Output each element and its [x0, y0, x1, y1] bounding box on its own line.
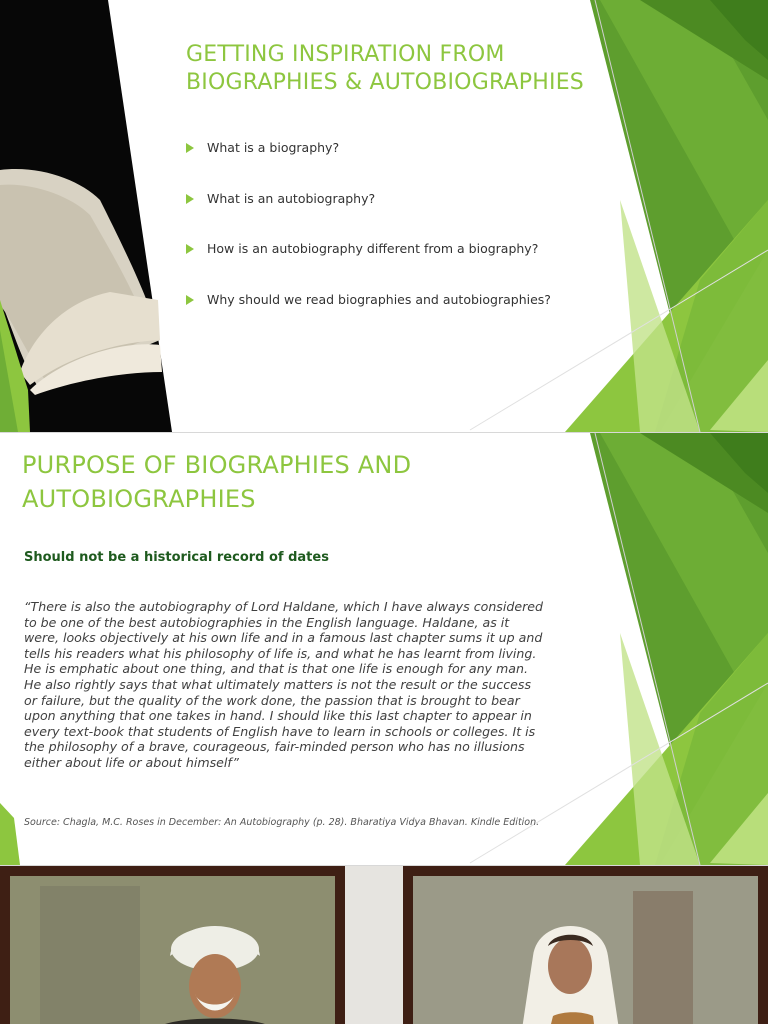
triangle-bullet-icon: [186, 295, 194, 305]
slide1-title: [186, 41, 584, 97]
bullet-text: Why should we read biographies and autobiographies?: [207, 291, 551, 307]
list-item: [186, 191, 551, 242]
framed-portrait-woman-sari: [403, 866, 768, 1024]
triangle-bullet-icon: [186, 244, 194, 254]
portrait-woman-image: [413, 876, 758, 1024]
slide2-title-line2: AUTOBIOGRAPHIES: [22, 485, 256, 513]
triangle-bullet-icon: [186, 143, 194, 153]
bullet-text: How is an autobiography different from a biography?: [207, 241, 539, 256]
list-item: [186, 241, 551, 292]
list-item: [186, 292, 551, 343]
framed-portrait-man-turban: [0, 866, 345, 1024]
portrait-man-image: [10, 876, 335, 1024]
slide1-title-line2: BIOGRAPHIES & AUTOBIOGRAPHIES: [186, 70, 584, 95]
subheading: Should not be a historical record of dates: [24, 550, 329, 565]
slide1-title-line1: GETTING INSPIRATION FROM: [186, 42, 505, 67]
haldane-quote: “There is also the autobiography of Lord Haldane, which I have always considered to be one of the best autobiographies in the English language. Haldane, as it were, looks objectively at his own life and in a famous last chapter sums it up and tells his readers what his philosophy of life is, and what he has learnt from living. He is emphatic about one thing, and that is that one life is enough for any man. He also rightly says that what ultimately matters is not the result or the success or failure, but the quality of the work done, the passion that is brought to bear upon anything that one takes in hand. I should like this last chapter to appear in every text-book that students of English have to learn in schools or colleges. It is the philosophy of a brave, courageous, fair-minded person who has no illusions either about life or about himself”: [24, 599, 544, 770]
slide-getting-inspiration: [0, 0, 768, 432]
bullet-text: What is a biography?: [207, 140, 340, 155]
source-citation: Source: Chagla, M.C. Roses in December: An Autobiography (p. 28). Bharatiya Vidya Bhavan. Kindle Edition.: [24, 817, 540, 828]
slide2-title: [22, 448, 411, 516]
slide2-title-line1: PURPOSE OF BIOGRAPHIES AND: [22, 451, 412, 479]
bullet-text: What is an autobiography?: [207, 190, 376, 206]
slide-purpose: [0, 433, 768, 865]
list-item: [186, 140, 551, 191]
triangle-bullet-icon: [186, 194, 194, 204]
question-list: [186, 140, 551, 342]
slide-portraits: [0, 866, 768, 1024]
